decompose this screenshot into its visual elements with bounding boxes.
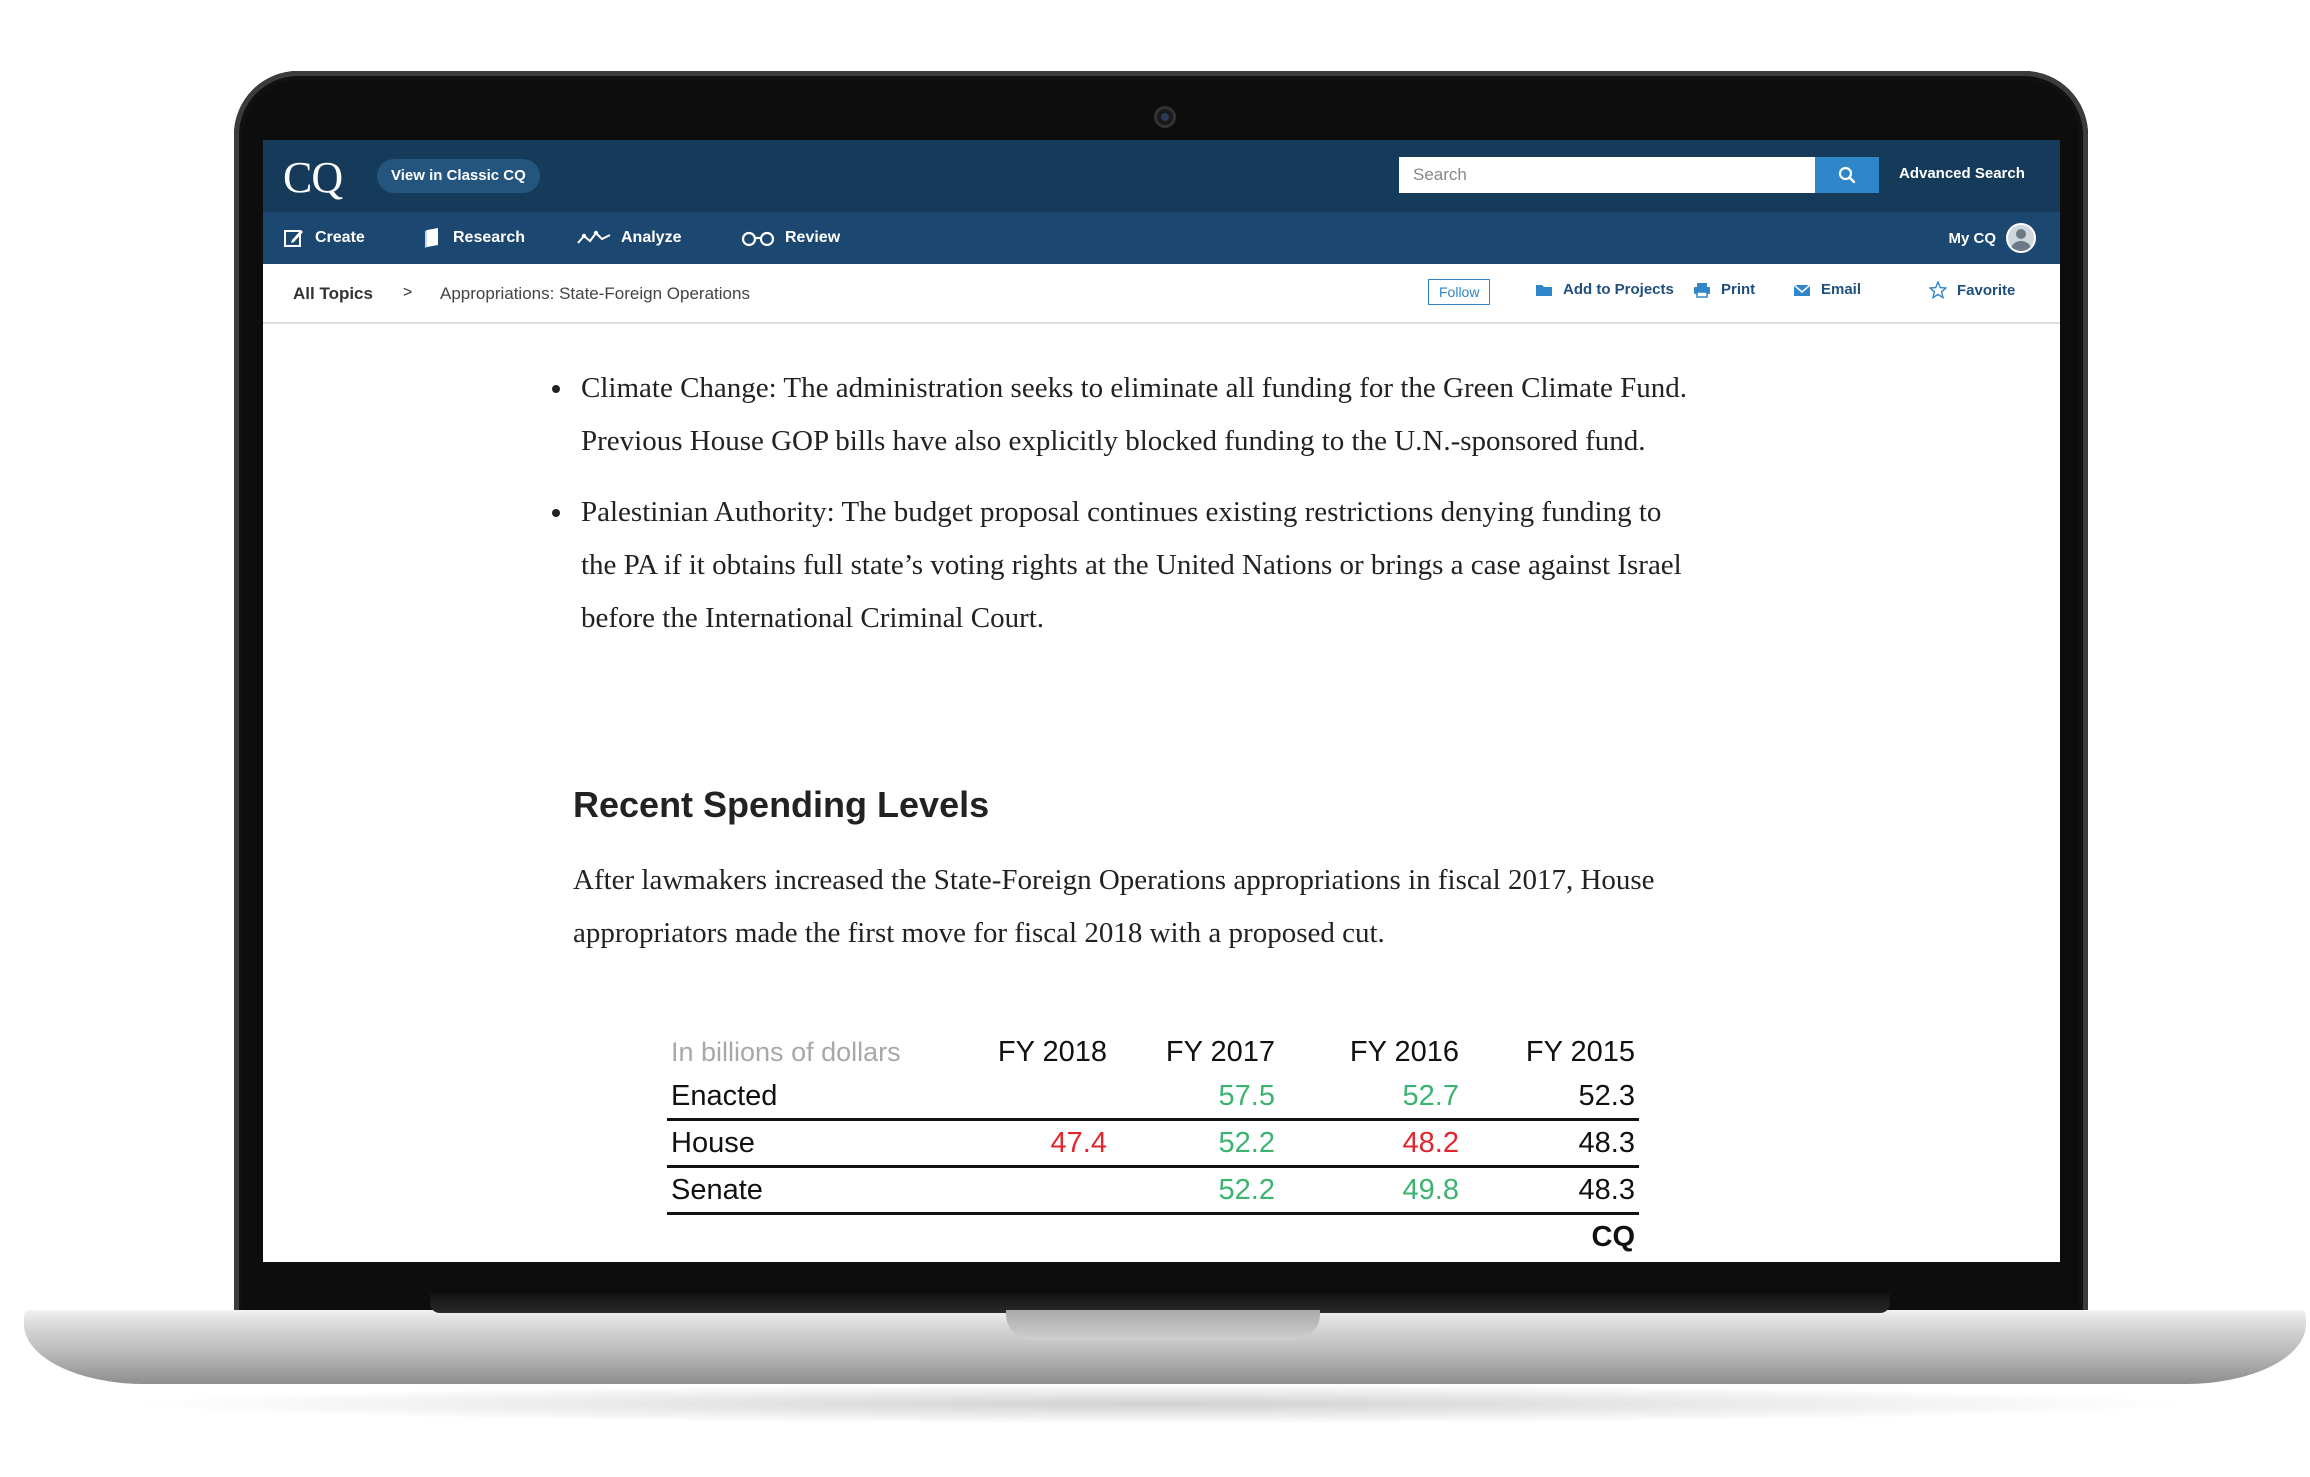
main-nav — [263, 212, 2060, 264]
table-cell: 52.2 — [1111, 1120, 1279, 1167]
print-button[interactable] — [1693, 281, 1755, 298]
bullet-climate-change: • Climate Change: The administration seeks to eliminate all funding for the Green Climate Fund. Previous House GOP bills have also explicitly blocked funding to the U.N.-sponsored fund. — [575, 362, 1695, 468]
print-icon — [1693, 282, 1711, 298]
row-label: Senate — [667, 1167, 923, 1214]
laptop-notch — [1006, 1310, 1320, 1340]
star-icon — [1929, 281, 1947, 299]
table-cell: 52.7 — [1279, 1074, 1463, 1120]
add-to-projects-button[interactable] — [1535, 281, 1674, 298]
camera-icon — [1154, 106, 1176, 128]
breadcrumb-current: Appropriations: State-Foreign Operations — [440, 284, 750, 303]
favorite-button[interactable] — [1929, 281, 2015, 299]
bullet-palestinian-authority: • Palestinian Authority: The budget proposal continues existing restrictions denying funding to the PA if it obtains full state’s voting rights at the United Nations or brings a case against Israel before the International Criminal Court. — [575, 486, 1695, 645]
table-cell: 49.8 — [1279, 1167, 1463, 1214]
table-cell: 48.2 — [1279, 1120, 1463, 1167]
table-cell: 47.4 — [923, 1120, 1111, 1167]
nav-analyze[interactable] — [577, 212, 681, 264]
table-credit: CQ — [1591, 1220, 1635, 1253]
section-paragraph: After lawmakers increased the State-Foreign Operations appropriations in fiscal 2017, House appropriators made the first move for fiscal 2018 with a proposed cut. — [573, 864, 1655, 949]
table-unit-label: In billions of dollars — [671, 1036, 901, 1067]
email-label: Email — [1821, 281, 1862, 298]
analyze-icon — [577, 229, 611, 247]
print-label: Print — [1721, 281, 1756, 298]
nav-review-label: Review — [785, 229, 841, 246]
table-cell: 48.3 — [1463, 1120, 1639, 1167]
spending-table — [667, 1030, 1639, 1259]
glasses-icon — [741, 229, 775, 247]
table-credit-row — [667, 1214, 1639, 1260]
search-icon — [1838, 166, 1856, 184]
breadcrumb-all-topics[interactable]: All Topics — [293, 284, 373, 303]
column-header: FY 2018 — [997, 1035, 1107, 1068]
table-header-row — [667, 1030, 1639, 1074]
nav-research-label: Research — [453, 229, 526, 246]
advanced-search-link[interactable]: Advanced Search — [1899, 165, 2025, 182]
table-cell — [923, 1074, 1111, 1120]
laptop-shadow — [120, 1384, 2200, 1424]
edit-icon — [283, 227, 305, 249]
table-cell: 52.3 — [1463, 1074, 1639, 1120]
table-cell: 57.5 — [1111, 1074, 1279, 1120]
top-bar — [263, 140, 2060, 212]
breadcrumb-separator: > — [403, 284, 413, 301]
breadcrumb-bar — [263, 264, 2060, 324]
section-heading: Recent Spending Levels — [573, 784, 990, 825]
bullet-list — [553, 362, 1695, 663]
row-label: Enacted — [667, 1074, 923, 1120]
table-cell: 52.2 — [1111, 1167, 1279, 1214]
nav-research[interactable] — [423, 212, 525, 264]
table-cell: 48.3 — [1463, 1167, 1639, 1214]
column-header: FY 2015 — [1525, 1035, 1635, 1068]
follow-button[interactable]: Follow — [1428, 279, 1490, 305]
table-row-senate — [667, 1167, 1639, 1214]
table-cell — [923, 1167, 1111, 1214]
row-label: House — [667, 1120, 923, 1167]
search-input[interactable] — [1399, 157, 1815, 193]
avatar — [2006, 223, 2036, 253]
nav-review[interactable] — [741, 212, 840, 264]
email-button[interactable] — [1793, 281, 1861, 298]
search-button[interactable] — [1815, 157, 1879, 193]
nav-create[interactable] — [283, 212, 365, 264]
screen — [263, 140, 2060, 1262]
folder-icon — [1535, 283, 1553, 297]
add-to-projects-label: Add to Projects — [1563, 281, 1674, 298]
article-body — [263, 324, 2060, 1262]
table-row-house — [667, 1120, 1639, 1167]
column-header: FY 2017 — [1165, 1035, 1275, 1068]
book-icon — [423, 227, 443, 249]
table-row-enacted — [667, 1074, 1639, 1120]
my-cq-label: My CQ — [1948, 229, 1996, 247]
view-classic-button[interactable]: View in Classic CQ — [377, 159, 540, 193]
column-header: FY 2016 — [1349, 1035, 1459, 1068]
nav-create-label: Create — [315, 229, 365, 246]
cq-logo[interactable]: CQ — [283, 153, 343, 202]
nav-analyze-label: Analyze — [621, 229, 682, 246]
email-icon — [1793, 283, 1811, 297]
favorite-label: Favorite — [1957, 281, 2016, 299]
my-cq-menu[interactable] — [1948, 212, 2036, 264]
